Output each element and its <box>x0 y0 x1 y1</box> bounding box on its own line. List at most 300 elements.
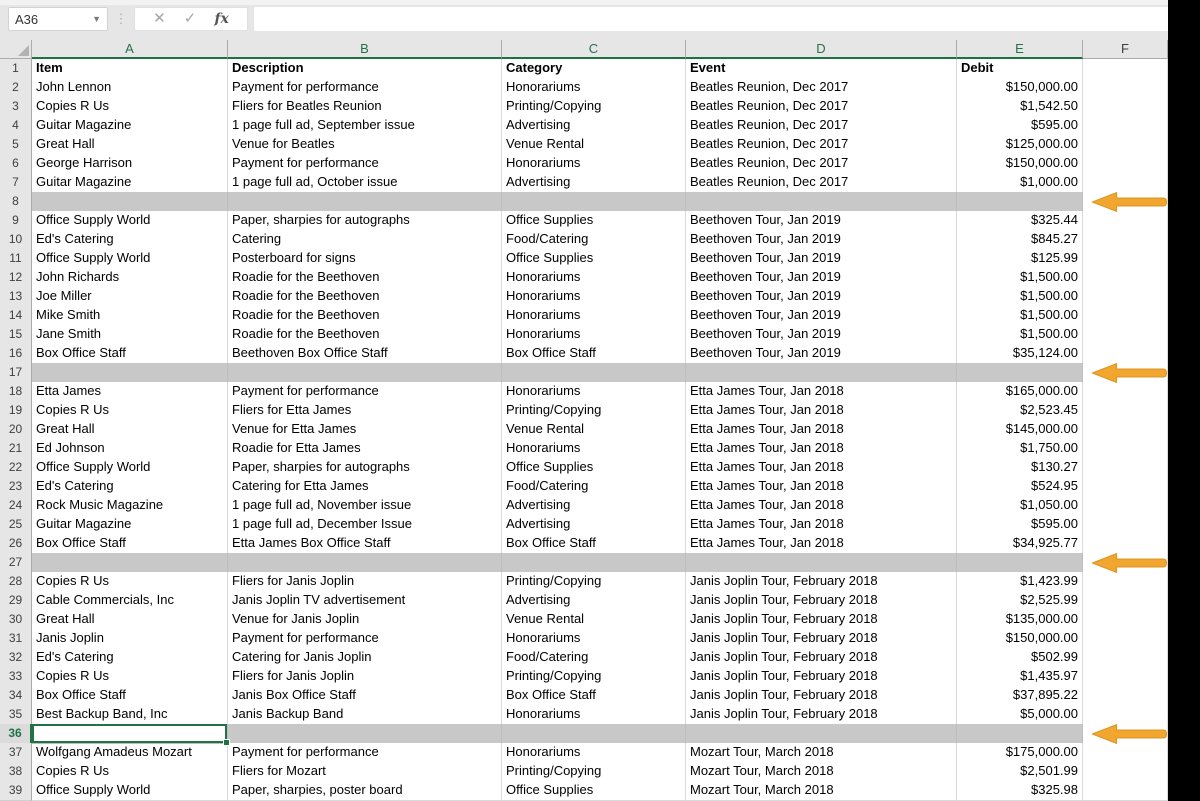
cell-F12[interactable] <box>1083 268 1168 288</box>
cell-C37[interactable]: Honorariums <box>502 743 686 763</box>
grid-row-1 <box>0 59 1168 78</box>
cell-F31[interactable] <box>1083 629 1168 649</box>
row-header-17[interactable]: 17 <box>0 363 32 383</box>
cell-B38[interactable]: Fliers for Mozart <box>228 762 502 782</box>
column-header-E[interactable]: E <box>957 40 1083 59</box>
cell-C19[interactable]: Printing/Copying <box>502 401 686 421</box>
cell-F14[interactable] <box>1083 306 1168 326</box>
row-header-2[interactable]: 2 <box>0 78 32 98</box>
cell-E11[interactable]: $125.99 <box>957 249 1083 269</box>
cell-A10[interactable]: Ed's Catering <box>32 230 228 250</box>
cell-E23[interactable]: $524.95 <box>957 477 1083 497</box>
cell-F7[interactable] <box>1083 173 1168 193</box>
row-header-28[interactable]: 28 <box>0 572 32 592</box>
cell-B24[interactable]: 1 page full ad, November issue <box>228 496 502 516</box>
cell-F6[interactable] <box>1083 154 1168 174</box>
cell-D24[interactable]: Etta James Tour, Jan 2018 <box>686 496 957 516</box>
row-header-9[interactable]: 9 <box>0 211 32 231</box>
cell-B34[interactable]: Janis Box Office Staff <box>228 686 502 706</box>
cell-E1[interactable]: Debit <box>957 59 1083 79</box>
cell-C7[interactable]: Advertising <box>502 173 686 193</box>
cell-D38[interactable]: Mozart Tour, March 2018 <box>686 762 957 782</box>
row-header-7[interactable]: 7 <box>0 173 32 193</box>
cell-A11[interactable]: Office Supply World <box>32 249 228 269</box>
cell-C23[interactable]: Food/Catering <box>502 477 686 497</box>
row-header-33[interactable]: 33 <box>0 667 32 687</box>
cell-E5[interactable]: $125,000.00 <box>957 135 1083 155</box>
cell-D22[interactable]: Etta James Tour, Jan 2018 <box>686 458 957 478</box>
cell-C21[interactable]: Honorariums <box>502 439 686 459</box>
cell-E22[interactable]: $130.27 <box>957 458 1083 478</box>
cell-F24[interactable] <box>1083 496 1168 516</box>
cell-F23[interactable] <box>1083 477 1168 497</box>
row-header-39[interactable]: 39 <box>0 781 32 801</box>
cell-C32[interactable]: Food/Catering <box>502 648 686 668</box>
cell-A31[interactable]: Janis Joplin <box>32 629 228 649</box>
cell-F8[interactable] <box>1083 192 1168 212</box>
cell-B33[interactable]: Fliers for Janis Joplin <box>228 667 502 687</box>
cell-D19[interactable]: Etta James Tour, Jan 2018 <box>686 401 957 421</box>
insert-function-icon[interactable]: fx <box>214 11 229 27</box>
cell-F25[interactable] <box>1083 515 1168 535</box>
cell-B11[interactable]: Posterboard for signs <box>228 249 502 269</box>
cell-F13[interactable] <box>1083 287 1168 307</box>
cell-F17[interactable] <box>1083 363 1168 383</box>
cell-B2[interactable]: Payment for performance <box>228 78 502 98</box>
cell-A4[interactable]: Guitar Magazine <box>32 116 228 136</box>
cell-D21[interactable]: Etta James Tour, Jan 2018 <box>686 439 957 459</box>
cell-E36[interactable] <box>957 724 1083 744</box>
cancel-icon[interactable]: ✕ <box>153 10 166 27</box>
select-all-button[interactable] <box>0 40 32 59</box>
cell-A30[interactable]: Great Hall <box>32 610 228 630</box>
cell-E7[interactable]: $1,000.00 <box>957 173 1083 193</box>
row-header-14[interactable]: 14 <box>0 306 32 326</box>
grid-row-24 <box>0 496 1168 515</box>
cell-F32[interactable] <box>1083 648 1168 668</box>
cell-D34[interactable]: Janis Joplin Tour, February 2018 <box>686 686 957 706</box>
cell-C1[interactable]: Category <box>502 59 686 79</box>
cell-F21[interactable] <box>1083 439 1168 459</box>
cell-F29[interactable] <box>1083 591 1168 611</box>
column-header-A[interactable]: A <box>32 40 228 59</box>
cell-B16[interactable]: Beethoven Box Office Staff <box>228 344 502 364</box>
cell-E6[interactable]: $150,000.00 <box>957 154 1083 174</box>
cell-B22[interactable]: Paper, sharpies for autographs <box>228 458 502 478</box>
cell-F4[interactable] <box>1083 116 1168 136</box>
separator-dots-icon: ⋮ <box>114 11 128 26</box>
grid-row-18 <box>0 382 1168 401</box>
cell-A21[interactable]: Ed Johnson <box>32 439 228 459</box>
cell-C22[interactable]: Office Supplies <box>502 458 686 478</box>
cell-E34[interactable]: $37,895.22 <box>957 686 1083 706</box>
cell-E39[interactable]: $325.98 <box>957 781 1083 801</box>
row-header-32[interactable]: 32 <box>0 648 32 668</box>
cell-A2[interactable]: John Lennon <box>32 78 228 98</box>
cell-F36[interactable] <box>1083 724 1168 744</box>
cell-F9[interactable] <box>1083 211 1168 231</box>
cell-C4[interactable]: Advertising <box>502 116 686 136</box>
cell-B37[interactable]: Payment for performance <box>228 743 502 763</box>
row-header-5[interactable]: 5 <box>0 135 32 155</box>
cell-E12[interactable]: $1,500.00 <box>957 268 1083 288</box>
cell-C8[interactable] <box>502 192 686 212</box>
cell-C12[interactable]: Honorariums <box>502 268 686 288</box>
cell-A17[interactable] <box>32 363 228 383</box>
cell-E14[interactable]: $1,500.00 <box>957 306 1083 326</box>
cell-A23[interactable]: Ed's Catering <box>32 477 228 497</box>
cell-E30[interactable]: $135,000.00 <box>957 610 1083 630</box>
row-header-19[interactable]: 19 <box>0 401 32 421</box>
cell-A9[interactable]: Office Supply World <box>32 211 228 231</box>
cell-B31[interactable]: Payment for performance <box>228 629 502 649</box>
cell-B10[interactable]: Catering <box>228 230 502 250</box>
cell-D8[interactable] <box>686 192 957 212</box>
row-header-34[interactable]: 34 <box>0 686 32 706</box>
cell-D36[interactable] <box>686 724 957 744</box>
cell-D28[interactable]: Janis Joplin Tour, February 2018 <box>686 572 957 592</box>
grid-row-13 <box>0 287 1168 306</box>
cell-E37[interactable]: $175,000.00 <box>957 743 1083 763</box>
cell-C30[interactable]: Venue Rental <box>502 610 686 630</box>
cell-B8[interactable] <box>228 192 502 212</box>
cell-A29[interactable]: Cable Commercials, Inc <box>32 591 228 611</box>
cell-E21[interactable]: $1,750.00 <box>957 439 1083 459</box>
cell-F3[interactable] <box>1083 97 1168 117</box>
formula-input[interactable] <box>254 7 1168 31</box>
cell-B1[interactable]: Description <box>228 59 502 79</box>
cell-A15[interactable]: Jane Smith <box>32 325 228 345</box>
cell-A39[interactable]: Office Supply World <box>32 781 228 801</box>
cell-E4[interactable]: $595.00 <box>957 116 1083 136</box>
cell-C39[interactable]: Office Supplies <box>502 781 686 801</box>
cell-B14[interactable]: Roadie for the Beethoven <box>228 306 502 326</box>
cell-E28[interactable]: $1,423.99 <box>957 572 1083 592</box>
row-header-16[interactable]: 16 <box>0 344 32 364</box>
cell-A19[interactable]: Copies R Us <box>32 401 228 421</box>
cell-B29[interactable]: Janis Joplin TV advertisement <box>228 591 502 611</box>
cell-D30[interactable]: Janis Joplin Tour, February 2018 <box>686 610 957 630</box>
cell-D15[interactable]: Beethoven Tour, Jan 2019 <box>686 325 957 345</box>
row-header-36[interactable]: 36 <box>0 724 32 744</box>
cell-E13[interactable]: $1,500.00 <box>957 287 1083 307</box>
cell-D37[interactable]: Mozart Tour, March 2018 <box>686 743 957 763</box>
cell-B27[interactable] <box>228 553 502 573</box>
row-header-11[interactable]: 11 <box>0 249 32 269</box>
cell-A34[interactable]: Box Office Staff <box>32 686 228 706</box>
cell-B12[interactable]: Roadie for the Beethoven <box>228 268 502 288</box>
grid-row-3 <box>0 97 1168 116</box>
cell-A13[interactable]: Joe Miller <box>32 287 228 307</box>
cell-A22[interactable]: Office Supply World <box>32 458 228 478</box>
row-header-21[interactable]: 21 <box>0 439 32 459</box>
cell-F34[interactable] <box>1083 686 1168 706</box>
cell-A14[interactable]: Mike Smith <box>32 306 228 326</box>
cell-A26[interactable]: Box Office Staff <box>32 534 228 554</box>
cell-E20[interactable]: $145,000.00 <box>957 420 1083 440</box>
row-header-15[interactable]: 15 <box>0 325 32 345</box>
cell-B30[interactable]: Venue for Janis Joplin <box>228 610 502 630</box>
cell-F22[interactable] <box>1083 458 1168 478</box>
cell-D23[interactable]: Etta James Tour, Jan 2018 <box>686 477 957 497</box>
row-header-1[interactable]: 1 <box>0 59 32 79</box>
cell-D31[interactable]: Janis Joplin Tour, February 2018 <box>686 629 957 649</box>
cell-F15[interactable] <box>1083 325 1168 345</box>
cell-C26[interactable]: Box Office Staff <box>502 534 686 554</box>
grid-row-10 <box>0 230 1168 249</box>
cell-D32[interactable]: Janis Joplin Tour, February 2018 <box>686 648 957 668</box>
cell-E27[interactable] <box>957 553 1083 573</box>
cell-A5[interactable]: Great Hall <box>32 135 228 155</box>
cell-C17[interactable] <box>502 363 686 383</box>
cell-F27[interactable] <box>1083 553 1168 573</box>
cell-C29[interactable]: Advertising <box>502 591 686 611</box>
cell-D11[interactable]: Beethoven Tour, Jan 2019 <box>686 249 957 269</box>
cell-F39[interactable] <box>1083 781 1168 801</box>
cell-F33[interactable] <box>1083 667 1168 687</box>
column-header-B[interactable]: B <box>228 40 502 59</box>
cell-D14[interactable]: Beethoven Tour, Jan 2019 <box>686 306 957 326</box>
cell-C24[interactable]: Advertising <box>502 496 686 516</box>
cell-A7[interactable]: Guitar Magazine <box>32 173 228 193</box>
cell-C3[interactable]: Printing/Copying <box>502 97 686 117</box>
column-header-D[interactable]: D <box>686 40 957 59</box>
cell-F5[interactable] <box>1083 135 1168 155</box>
row-header-6[interactable]: 6 <box>0 154 32 174</box>
column-header-F[interactable]: F <box>1083 40 1168 59</box>
cell-C15[interactable]: Honorariums <box>502 325 686 345</box>
cell-C10[interactable]: Food/Catering <box>502 230 686 250</box>
cell-A33[interactable]: Copies R Us <box>32 667 228 687</box>
cell-C16[interactable]: Box Office Staff <box>502 344 686 364</box>
row-header-29[interactable]: 29 <box>0 591 32 611</box>
cell-F19[interactable] <box>1083 401 1168 421</box>
cell-B25[interactable]: 1 page full ad, December Issue <box>228 515 502 535</box>
cell-E25[interactable]: $595.00 <box>957 515 1083 535</box>
cell-F18[interactable] <box>1083 382 1168 402</box>
cell-F26[interactable] <box>1083 534 1168 554</box>
cell-A27[interactable] <box>32 553 228 573</box>
cell-B4[interactable]: 1 page full ad, September issue <box>228 116 502 136</box>
cell-A24[interactable]: Rock Music Magazine <box>32 496 228 516</box>
cell-B18[interactable]: Payment for performance <box>228 382 502 402</box>
name-box[interactable] <box>8 7 108 31</box>
cell-E33[interactable]: $1,435.97 <box>957 667 1083 687</box>
row-header-24[interactable]: 24 <box>0 496 32 516</box>
cell-E35[interactable]: $5,000.00 <box>957 705 1083 725</box>
cell-B9[interactable]: Paper, sharpies for autographs <box>228 211 502 231</box>
cell-A8[interactable] <box>32 192 228 212</box>
cell-F10[interactable] <box>1083 230 1168 250</box>
cell-D12[interactable]: Beethoven Tour, Jan 2019 <box>686 268 957 288</box>
cell-D35[interactable]: Janis Joplin Tour, February 2018 <box>686 705 957 725</box>
row-header-13[interactable]: 13 <box>0 287 32 307</box>
enter-icon[interactable]: ✓ <box>183 10 197 27</box>
cell-D26[interactable]: Etta James Tour, Jan 2018 <box>686 534 957 554</box>
cell-E32[interactable]: $502.99 <box>957 648 1083 668</box>
cell-D9[interactable]: Beethoven Tour, Jan 2019 <box>686 211 957 231</box>
cell-B7[interactable]: 1 page full ad, October issue <box>228 173 502 193</box>
cell-B35[interactable]: Janis Backup Band <box>228 705 502 725</box>
cell-C35[interactable]: Honorariums <box>502 705 686 725</box>
row-header-38[interactable]: 38 <box>0 762 32 782</box>
row-header-22[interactable]: 22 <box>0 458 32 478</box>
cell-C13[interactable]: Honorariums <box>502 287 686 307</box>
cell-F28[interactable] <box>1083 572 1168 592</box>
cell-C18[interactable]: Honorariums <box>502 382 686 402</box>
grid-row-26 <box>0 534 1168 553</box>
grid-row-32 <box>0 648 1168 667</box>
cell-E24[interactable]: $1,050.00 <box>957 496 1083 516</box>
cell-E9[interactable]: $325.44 <box>957 211 1083 231</box>
cell-C31[interactable]: Honorariums <box>502 629 686 649</box>
grid-row-29 <box>0 591 1168 610</box>
row-header-31[interactable]: 31 <box>0 629 32 649</box>
cell-D39[interactable]: Mozart Tour, March 2018 <box>686 781 957 801</box>
row-header-26[interactable]: 26 <box>0 534 32 554</box>
cell-A38[interactable]: Copies R Us <box>32 762 228 782</box>
row-header-30[interactable]: 30 <box>0 610 32 630</box>
cell-E10[interactable]: $845.27 <box>957 230 1083 250</box>
cell-E15[interactable]: $1,500.00 <box>957 325 1083 345</box>
row-header-4[interactable]: 4 <box>0 116 32 136</box>
cell-C36[interactable] <box>502 724 686 744</box>
row-header-25[interactable]: 25 <box>0 515 32 535</box>
cell-D1[interactable]: Event <box>686 59 957 79</box>
cell-D13[interactable]: Beethoven Tour, Jan 2019 <box>686 287 957 307</box>
grid-rows <box>0 59 1168 800</box>
cell-D25[interactable]: Etta James Tour, Jan 2018 <box>686 515 957 535</box>
cell-D7[interactable]: Beatles Reunion, Dec 2017 <box>686 173 957 193</box>
cell-A12[interactable]: John Richards <box>32 268 228 288</box>
cell-F37[interactable] <box>1083 743 1168 763</box>
cell-D20[interactable]: Etta James Tour, Jan 2018 <box>686 420 957 440</box>
row-header-20[interactable]: 20 <box>0 420 32 440</box>
cell-B32[interactable]: Catering for Janis Joplin <box>228 648 502 668</box>
cell-F20[interactable] <box>1083 420 1168 440</box>
cell-B6[interactable]: Payment for performance <box>228 154 502 174</box>
cell-E3[interactable]: $1,542.50 <box>957 97 1083 117</box>
cell-D27[interactable] <box>686 553 957 573</box>
cell-B21[interactable]: Roadie for Etta James <box>228 439 502 459</box>
cell-C5[interactable]: Venue Rental <box>502 135 686 155</box>
cell-B28[interactable]: Fliers for Janis Joplin <box>228 572 502 592</box>
cell-D16[interactable]: Beethoven Tour, Jan 2019 <box>686 344 957 364</box>
cell-B13[interactable]: Roadie for the Beethoven <box>228 287 502 307</box>
cell-C20[interactable]: Venue Rental <box>502 420 686 440</box>
cell-B17[interactable] <box>228 363 502 383</box>
cell-F30[interactable] <box>1083 610 1168 630</box>
cell-E19[interactable]: $2,523.45 <box>957 401 1083 421</box>
grid-row-12 <box>0 268 1168 287</box>
cell-D3[interactable]: Beatles Reunion, Dec 2017 <box>686 97 957 117</box>
cell-A16[interactable]: Box Office Staff <box>32 344 228 364</box>
cell-E16[interactable]: $35,124.00 <box>957 344 1083 364</box>
cell-F35[interactable] <box>1083 705 1168 725</box>
cell-D5[interactable]: Beatles Reunion, Dec 2017 <box>686 135 957 155</box>
cell-C28[interactable]: Printing/Copying <box>502 572 686 592</box>
cell-C14[interactable]: Honorariums <box>502 306 686 326</box>
cell-D6[interactable]: Beatles Reunion, Dec 2017 <box>686 154 957 174</box>
row-header-3[interactable]: 3 <box>0 97 32 117</box>
row-header-12[interactable]: 12 <box>0 268 32 288</box>
cell-F2[interactable] <box>1083 78 1168 98</box>
cell-D17[interactable] <box>686 363 957 383</box>
cell-B36[interactable] <box>228 724 502 744</box>
cell-C9[interactable]: Office Supplies <box>502 211 686 231</box>
cell-A35[interactable]: Best Backup Band, Inc <box>32 705 228 725</box>
cell-C38[interactable]: Printing/Copying <box>502 762 686 782</box>
cell-D4[interactable]: Beatles Reunion, Dec 2017 <box>686 116 957 136</box>
cell-F11[interactable] <box>1083 249 1168 269</box>
cell-A36[interactable] <box>32 724 228 744</box>
name-box-dropdown-icon[interactable]: ▼ <box>92 14 101 24</box>
cell-C2[interactable]: Honorariums <box>502 78 686 98</box>
cell-A18[interactable]: Etta James <box>32 382 228 402</box>
cell-B5[interactable]: Venue for Beatles <box>228 135 502 155</box>
grid-row-33 <box>0 667 1168 686</box>
row-header-8[interactable]: 8 <box>0 192 32 212</box>
row-header-10[interactable]: 10 <box>0 230 32 250</box>
cell-B3[interactable]: Fliers for Beatles Reunion <box>228 97 502 117</box>
cell-C11[interactable]: Office Supplies <box>502 249 686 269</box>
cell-D10[interactable]: Beethoven Tour, Jan 2019 <box>686 230 957 250</box>
row-header-18[interactable]: 18 <box>0 382 32 402</box>
cell-D29[interactable]: Janis Joplin Tour, February 2018 <box>686 591 957 611</box>
cell-E8[interactable] <box>957 192 1083 212</box>
column-header-C[interactable]: C <box>502 40 686 59</box>
cell-F16[interactable] <box>1083 344 1168 364</box>
row-header-23[interactable]: 23 <box>0 477 32 497</box>
cell-E2[interactable]: $150,000.00 <box>957 78 1083 98</box>
cell-B19[interactable]: Fliers for Etta James <box>228 401 502 421</box>
cell-A3[interactable]: Copies R Us <box>32 97 228 117</box>
row-header-27[interactable]: 27 <box>0 553 32 573</box>
row-header-37[interactable]: 37 <box>0 743 32 763</box>
cell-A25[interactable]: Guitar Magazine <box>32 515 228 535</box>
cell-E31[interactable]: $150,000.00 <box>957 629 1083 649</box>
cell-C27[interactable] <box>502 553 686 573</box>
cell-A28[interactable]: Copies R Us <box>32 572 228 592</box>
cell-D18[interactable]: Etta James Tour, Jan 2018 <box>686 382 957 402</box>
cell-A32[interactable]: Ed's Catering <box>32 648 228 668</box>
cell-B23[interactable]: Catering for Etta James <box>228 477 502 497</box>
cell-B15[interactable]: Roadie for the Beethoven <box>228 325 502 345</box>
cell-A20[interactable]: Great Hall <box>32 420 228 440</box>
cell-A6[interactable]: George Harrison <box>32 154 228 174</box>
cell-E29[interactable]: $2,525.99 <box>957 591 1083 611</box>
cell-B39[interactable]: Paper, sharpies, poster board <box>228 781 502 801</box>
cell-B26[interactable]: Etta James Box Office Staff <box>228 534 502 554</box>
cell-F1[interactable] <box>1083 59 1168 79</box>
cell-C25[interactable]: Advertising <box>502 515 686 535</box>
cell-D33[interactable]: Janis Joplin Tour, February 2018 <box>686 667 957 687</box>
cell-F38[interactable] <box>1083 762 1168 782</box>
cell-A1[interactable]: Item <box>32 59 228 79</box>
cell-B20[interactable]: Venue for Etta James <box>228 420 502 440</box>
cell-E26[interactable]: $34,925.77 <box>957 534 1083 554</box>
cell-E17[interactable] <box>957 363 1083 383</box>
cell-E18[interactable]: $165,000.00 <box>957 382 1083 402</box>
cell-A37[interactable]: Wolfgang Amadeus Mozart <box>32 743 228 763</box>
cell-C33[interactable]: Printing/Copying <box>502 667 686 687</box>
cell-C34[interactable]: Box Office Staff <box>502 686 686 706</box>
cell-C6[interactable]: Honorariums <box>502 154 686 174</box>
cell-E38[interactable]: $2,501.99 <box>957 762 1083 782</box>
grid-row-19 <box>0 401 1168 420</box>
cell-D2[interactable]: Beatles Reunion, Dec 2017 <box>686 78 957 98</box>
row-header-35[interactable]: 35 <box>0 705 32 725</box>
